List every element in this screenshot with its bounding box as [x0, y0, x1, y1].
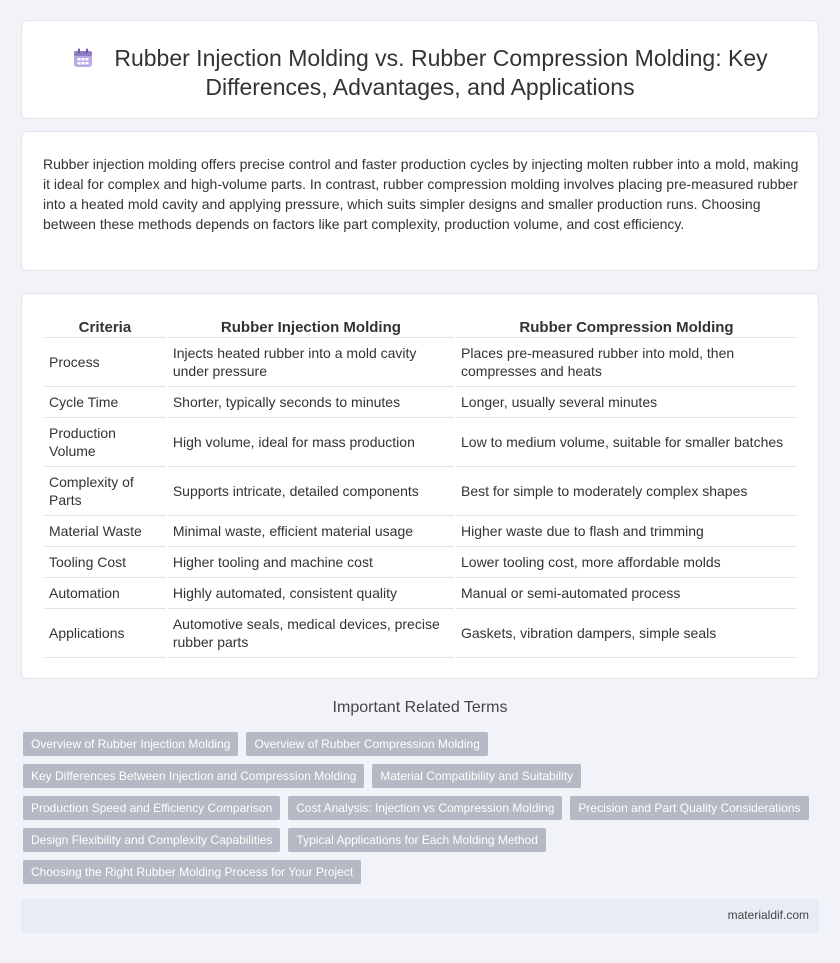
footer	[21, 899, 819, 933]
related-term-tag[interactable]: Overview of Rubber Compression Molding	[246, 732, 487, 756]
related-term-tag[interactable]: Production Speed and Efficiency Comparison	[23, 796, 280, 820]
table-row	[44, 338, 797, 387]
table-cell: Applications	[44, 609, 166, 658]
table-cell: Complexity of Parts	[44, 467, 166, 516]
table-cell: Cycle Time	[44, 387, 166, 418]
table-cell: Longer, usually several minutes	[456, 387, 797, 418]
table-row	[44, 418, 797, 467]
related-term-tag[interactable]: Typical Applications for Each Molding Method	[288, 828, 545, 852]
title-line-2: Differences, Advantages, and Applications	[205, 74, 635, 100]
table-header-row	[44, 316, 797, 338]
related-term-tag[interactable]: Material Compatibility and Suitability	[372, 764, 581, 788]
table-cell: Process	[44, 338, 166, 387]
related-term-tag[interactable]: Design Flexibility and Complexity Capabilities	[23, 828, 280, 852]
comparison-card	[21, 293, 819, 679]
table-cell: Supports intricate, detailed components	[168, 467, 454, 516]
table-row	[44, 387, 797, 418]
related-term-tag[interactable]: Cost Analysis: Injection vs Compression Molding	[288, 796, 562, 820]
table-row	[44, 547, 797, 578]
table-cell: Places pre-measured rubber into mold, then compresses and heats	[456, 338, 797, 387]
table-cell: Highly automated, consistent quality	[168, 578, 454, 609]
table-cell: Higher waste due to flash and trimming	[456, 516, 797, 547]
intro-paragraph: Rubber injection molding offers precise control and faster production cycles by injecting molten rubber into a mold, making it ideal for complex and high-volume parts. In contrast, rubber compression molding involves placing pre-measured rubber into a heated mold cavity and applying pressure, which suits simpler designs and smaller production runs. Choosing between these methods depends on factors like part complexity, production volume, and cost efficiency.	[43, 156, 799, 232]
table-cell: Automation	[44, 578, 166, 609]
table-cell: Shorter, typically seconds to minutes	[168, 387, 454, 418]
table-cell: Production Volume	[44, 418, 166, 467]
title-card	[21, 20, 819, 119]
table-cell: Manual or semi-automated process	[456, 578, 797, 609]
table-cell: Higher tooling and machine cost	[168, 547, 454, 578]
related-terms-list	[23, 732, 823, 892]
comparison-table	[42, 316, 799, 658]
related-term-tag[interactable]: Overview of Rubber Injection Molding	[23, 732, 238, 756]
footer-site-link[interactable]: materialdif.com	[727, 908, 809, 922]
header-injection: Rubber Injection Molding	[168, 316, 454, 338]
table-cell: Tooling Cost	[44, 547, 166, 578]
related-term-tag[interactable]: Precision and Part Quality Considerations	[570, 796, 808, 820]
table-cell: Automotive seals, medical devices, precise rubber parts	[168, 609, 454, 658]
table-cell: Minimal waste, efficient material usage	[168, 516, 454, 547]
related-terms-title: Important Related Terms	[332, 699, 508, 716]
related-term-tag[interactable]: Key Differences Between Injection and Compression Molding	[23, 764, 364, 788]
table-cell: Best for simple to moderately complex shapes	[456, 467, 797, 516]
table-row	[44, 578, 797, 609]
table-cell: Injects heated rubber into a mold cavity under pressure	[168, 338, 454, 387]
header-compression: Rubber Compression Molding	[456, 316, 797, 338]
page-title	[22, 44, 818, 73]
table-row	[44, 609, 797, 658]
table-row	[44, 467, 797, 516]
related-term-tag[interactable]: Choosing the Right Rubber Molding Process for Your Project	[23, 860, 361, 884]
table-cell: Low to medium volume, suitable for smaller batches	[456, 418, 797, 467]
intro-card	[21, 131, 819, 271]
table-cell: Gaskets, vibration dampers, simple seals	[456, 609, 797, 658]
title-line-1: Rubber Injection Molding vs. Rubber Compression Molding: Key	[114, 45, 768, 71]
header-criteria: Criteria	[44, 316, 166, 338]
calendar-icon	[72, 47, 94, 69]
table-cell: Lower tooling cost, more affordable molds	[456, 547, 797, 578]
table-row	[44, 516, 797, 547]
table-cell: Material Waste	[44, 516, 166, 547]
table-cell: High volume, ideal for mass production	[168, 418, 454, 467]
